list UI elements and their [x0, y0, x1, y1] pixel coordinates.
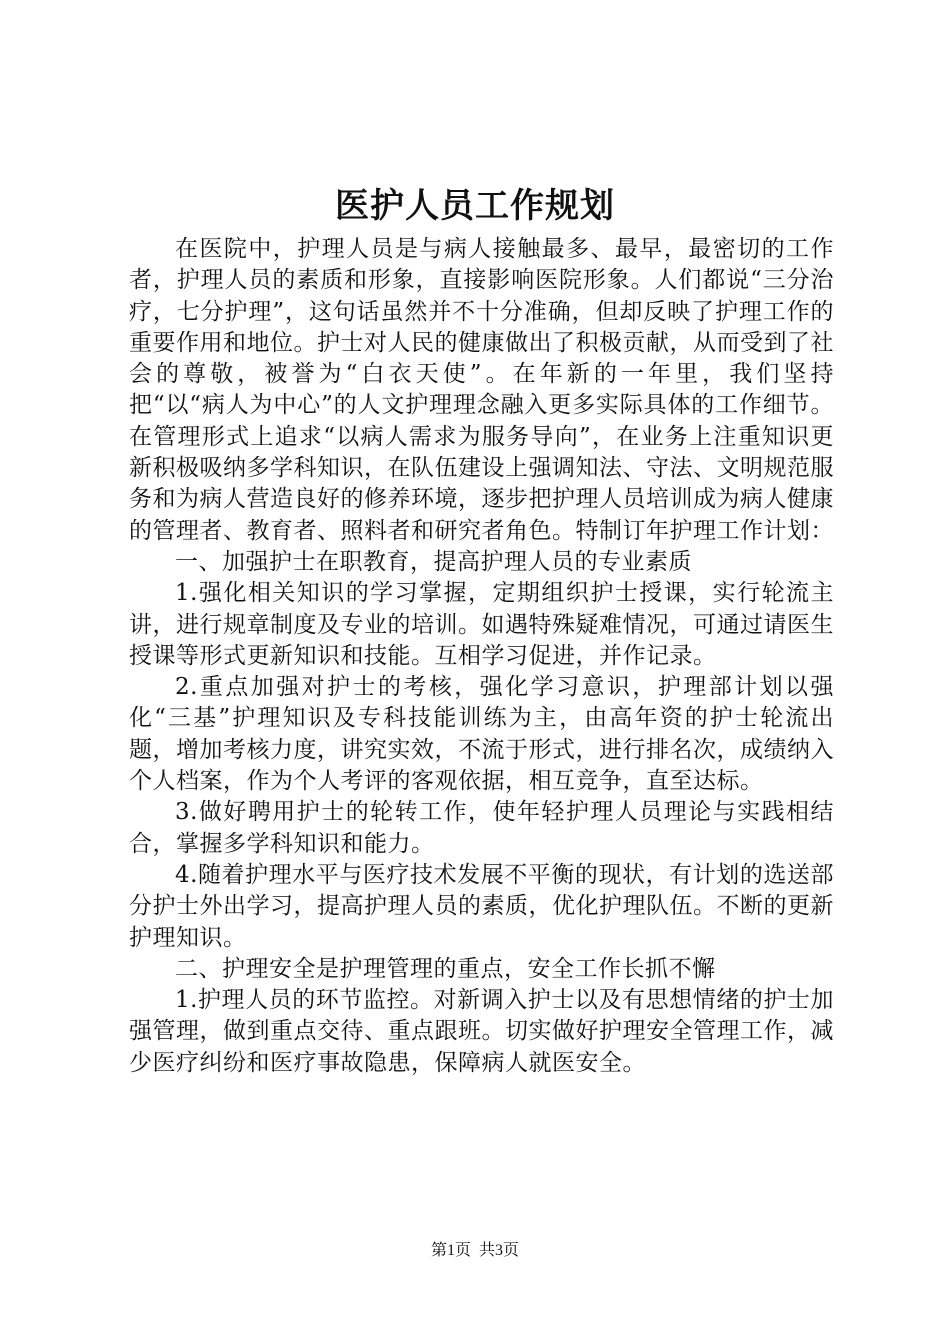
- document-body: [129, 234, 834, 1079]
- section-heading-1: 一、加强护士在职教育，提高护理人员的专业素质: [175, 548, 692, 575]
- paragraph-intro: 在医院中，护理人员是与病人接触最多、最早，最密切的工作者，护理人员的素质和形象，直接影响医院形象。人们都说“三分治疗，七分护理”，这句话虽然并不十分准确，但却反映了护理工作的重要作用和地位。护士对人民的健康做出了积极贡献，从而受到了社会的尊敬，被誉为“白衣天使”。在年新的一年里，我们坚持把“以“病人为中心”的人文护理理念融入更多实际具体的工作细节。在管理形式上追求“以病人需求为服务导向”，在业务上注重知识更新积极吸纳多学科知识，在队伍建设上强调知法、守法、文明规范服务和为病人营造良好的修养环境，逐步把护理人员培训成为病人健康的管理者、教育者、照料者和研究者角色。特制订年护理工作计划：: [129, 236, 834, 544]
- section-heading-2: 二、护理安全是护理管理的重点，安全工作长抓不懈: [175, 955, 716, 982]
- paragraph-2-1: 1.护理人员的环节监控。对新调入护士以及有思想情绪的护士加强管理，做到重点交待、重点跟班。切实做好护理安全管理工作，减少医疗纠纷和医疗事故隐患，保障病人就医安全。: [129, 987, 834, 1076]
- paragraph-1-2: 2.重点加强对护士的考核，强化学习意识，护理部计划以强化“三基”护理知识及专科技能训练为主，由高年资的护士轮流出题，增加考核力度，讲究实效，不流于形式，进行排名次，成绩纳入个人档案，作为个人考评的客观依据，相互竞争，直至达标。: [129, 674, 834, 795]
- document-title: 医护人员工作规划: [335, 186, 615, 226]
- paragraph-1-3: 3.做好聘用护士的轮转工作，使年轻护理人员理论与实践相结合，掌握多学科知识和能力。: [129, 799, 834, 857]
- page-total: 共3页: [479, 1242, 520, 1259]
- page-number: 第1页: [430, 1242, 471, 1259]
- paragraph-1-4: 4.随着护理水平与医疗技术发展不平衡的现状，有计划的选送部分护士外出学习，提高护理人员的素质，优化护理队伍。不断的更新护理知识。: [129, 861, 834, 951]
- page-footer: [0, 1241, 950, 1261]
- paragraph-1-1: 1.强化相关知识的学习掌握，定期组织护士授课，实行轮流主讲，进行规章制度及专业的培训。如遇特殊疑难情况，可通过请医生授课等形式更新知识和技能。互相学习促进，并作记录。: [129, 580, 834, 669]
